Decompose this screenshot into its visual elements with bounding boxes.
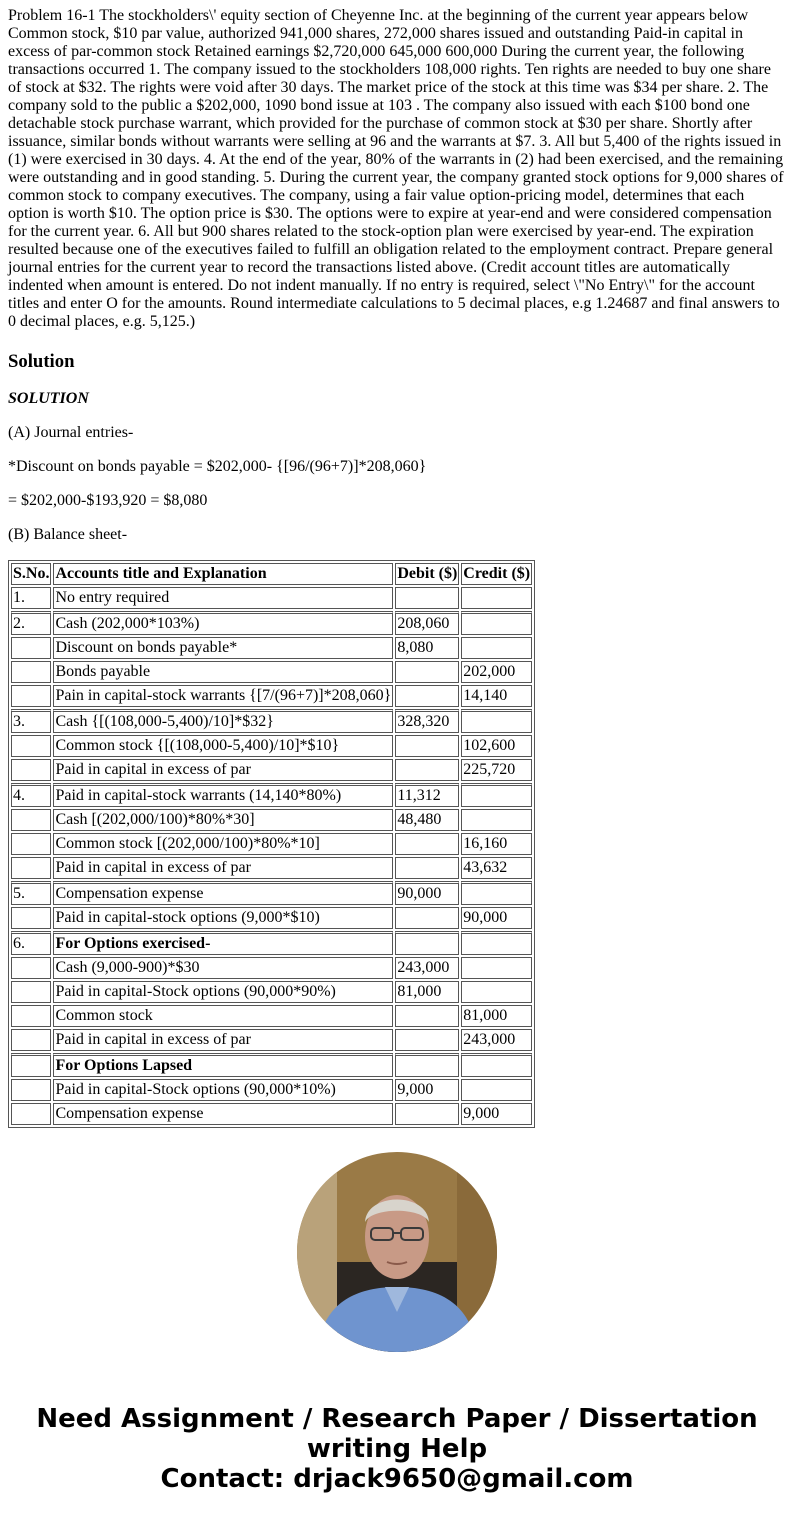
- row-credit: 202,000: [461, 661, 532, 683]
- row-debit: [395, 907, 459, 929]
- row-sno: 5.: [11, 881, 51, 905]
- table-row: [11, 981, 532, 1003]
- row-debit: 90,000: [395, 881, 459, 905]
- row-account: Paid in capital-Stock options (90,000*10%): [53, 1079, 393, 1101]
- row-debit: [395, 661, 459, 683]
- table-row: [11, 881, 532, 905]
- row-credit: 243,000: [461, 1029, 532, 1051]
- table-row: [11, 1103, 532, 1125]
- discount-calculation-line1: *Discount on bonds payable = $202,000- {[96/(96+7)]*208,060}: [8, 458, 427, 475]
- row-account: Paid in capital in excess of par: [53, 1029, 393, 1051]
- row-credit: 9,000: [461, 1103, 532, 1125]
- row-sno: [11, 1029, 51, 1051]
- row-debit: [395, 759, 459, 781]
- banner-line1: Need Assignment / Research Paper / Dissertation: [36, 1404, 758, 1434]
- table-row: [11, 1029, 532, 1051]
- row-credit: [461, 981, 532, 1003]
- row-debit: 243,000: [395, 957, 459, 979]
- row-sno: [11, 735, 51, 757]
- table-row: [11, 907, 532, 929]
- row-sno: 6.: [11, 931, 51, 955]
- row-account: Paid in capital-Stock options (90,000*90%): [53, 981, 393, 1003]
- part-a-label: (A) Journal entries-: [8, 424, 134, 441]
- row-credit: [461, 783, 532, 807]
- row-account: Cash {[(108,000-5,400)/10]*$32}: [53, 709, 393, 733]
- row-account: Bonds payable: [53, 661, 393, 683]
- table-row: [11, 735, 532, 757]
- row-sno: 1.: [11, 587, 51, 609]
- table-row: [11, 857, 532, 879]
- row-sno: [11, 759, 51, 781]
- table-row: [11, 587, 532, 609]
- journal-entries-table: [8, 560, 535, 1128]
- row-account: Paid in capital-stock warrants (14,140*80%): [53, 783, 393, 807]
- row-credit: 14,140: [461, 685, 532, 707]
- row-credit: 102,600: [461, 735, 532, 757]
- row-account: Common stock: [53, 1005, 393, 1027]
- row-debit: [395, 1053, 459, 1077]
- row-credit: [461, 931, 532, 955]
- row-sno: 2.: [11, 611, 51, 635]
- row-account: Cash (9,000-900)*$30: [53, 957, 393, 979]
- row-sno: [11, 981, 51, 1003]
- author-photo: [297, 1152, 497, 1352]
- table-row: [11, 611, 532, 635]
- row-debit: [395, 685, 459, 707]
- table-row: [11, 709, 532, 733]
- row-sno: [11, 957, 51, 979]
- row-credit: 90,000: [461, 907, 532, 929]
- table-row: [11, 1079, 532, 1101]
- part-b-label: (B) Balance sheet-: [8, 526, 128, 543]
- header-account: Accounts title and Explanation: [53, 563, 393, 585]
- solution-label: SOLUTION: [8, 390, 89, 407]
- solution-heading: Solution: [8, 351, 75, 372]
- row-account: Common stock [(202,000/100)*80%*10]: [53, 833, 393, 855]
- row-credit: [461, 709, 532, 733]
- table-row: [11, 759, 532, 781]
- row-sno: [11, 685, 51, 707]
- row-debit: 11,312: [395, 783, 459, 807]
- row-debit: [395, 587, 459, 609]
- row-credit: [461, 587, 532, 609]
- row-credit: 43,632: [461, 857, 532, 879]
- row-credit: [461, 809, 532, 831]
- row-account: Paid in capital-stock options (9,000*$10): [53, 907, 393, 929]
- header-debit: Debit ($): [395, 563, 459, 585]
- row-sno: [11, 833, 51, 855]
- row-account: Cash (202,000*103%): [53, 611, 393, 635]
- row-debit: [395, 1103, 459, 1125]
- row-sno: 4.: [11, 783, 51, 807]
- row-sno: [11, 637, 51, 659]
- table-row: [11, 1005, 532, 1027]
- row-account: Compensation expense: [53, 1103, 393, 1125]
- banner-contact: Contact: drjack9650@gmail.com: [160, 1464, 634, 1494]
- row-account: No entry required: [53, 587, 393, 609]
- row-sno: [11, 661, 51, 683]
- row-account: Cash [(202,000/100)*80%*30]: [53, 809, 393, 831]
- row-debit: [395, 833, 459, 855]
- row-credit: [461, 957, 532, 979]
- table-row: [11, 957, 532, 979]
- table-row: [11, 833, 532, 855]
- row-sno: [11, 1005, 51, 1027]
- row-credit: 225,720: [461, 759, 532, 781]
- row-credit: 16,160: [461, 833, 532, 855]
- row-account: Discount on bonds payable*: [53, 637, 393, 659]
- row-account: Compensation expense: [53, 881, 393, 905]
- table-row: [11, 1053, 532, 1077]
- table-row: [11, 685, 532, 707]
- table-row: [11, 783, 532, 807]
- row-sno: [11, 907, 51, 929]
- contact-banner: [0, 1404, 794, 1494]
- header-credit: Credit ($): [461, 563, 532, 585]
- problem-statement: Problem 16-1 The stockholders\' equity section of Cheyenne Inc. at the beginning of the current year appears below Common stock, $10 par value, authorized 941,000 shares, 272,000 shares issued and outstanding Paid-in capital in excess of par-common stock Retained earnings $2,720,000 645,000 600,000 During the current year, the following transactions occurred 1. The company issued to the stockholders 108,000 rights. Ten rights are needed to buy one share of stock at $32. The rights were void after 30 days. The market price of the stock at this time was $34 per share. 2. The company sold to the public a $202,000, 1090 bond issue at 103 . The company also issued with each $100 bond one detachable stock purchase warrant, which provided for the purchase of common stock at $30 per share. Shortly after issuance, similar bonds without warrants were selling at 96 and the warrants at $7. 3. All but 5,400 of the rights issued in (1) were exercised in 30 days. 4. At the end of the year, 80% of the warrants in (2) had been exercised, and the remaining were outstanding and in good standing. 5. During the current year, the company granted stock options for 9,000 shares of common stock to company executives. The company, using a fair value option-pricing model, determines that each option is worth $10. The option price is $30. The options were to expire at year-end and were considered compensation for the current year. 6. All but 900 shares related to the stock-option plan were exercised by year-end. The expiration resulted because one of the executives failed to fulfill an obligation related to the employment contract. Prepare general journal entries for the current year to record the transactions listed above. (Credit account titles are automatically indented when amount is entered. Do not indent manually. If no entry is required, select \"No Entry\" for the account titles and enter O for the amounts. Round intermediate calculations to 5 decimal places, e.g 1.24687 and final answers to 0 decimal places, e.g. 5,125.): [8, 7, 784, 330]
- table-header-row: [11, 563, 532, 585]
- row-account: For Options exercised-: [53, 931, 393, 955]
- row-account: Paid in capital in excess of par: [53, 759, 393, 781]
- row-credit: [461, 637, 532, 659]
- row-debit: 208,060: [395, 611, 459, 635]
- row-debit: 48,480: [395, 809, 459, 831]
- row-account: For Options Lapsed: [53, 1053, 393, 1077]
- table-row: [11, 931, 532, 955]
- row-sno: [11, 809, 51, 831]
- row-debit: 9,000: [395, 1079, 459, 1101]
- table-body: [11, 587, 532, 1125]
- row-credit: [461, 881, 532, 905]
- row-sno: 3.: [11, 709, 51, 733]
- banner-line2: writing Help: [306, 1434, 488, 1464]
- row-debit: [395, 735, 459, 757]
- row-account: Common stock {[(108,000-5,400)/10]*$10}: [53, 735, 393, 757]
- row-debit: [395, 931, 459, 955]
- header-sno: S.No.: [11, 563, 51, 585]
- discount-calculation-line2: = $202,000-$193,920 = $8,080: [8, 492, 208, 509]
- row-sno: [11, 1079, 51, 1101]
- row-debit: 81,000: [395, 981, 459, 1003]
- row-debit: [395, 1005, 459, 1027]
- row-debit: 8,080: [395, 637, 459, 659]
- row-credit: [461, 1079, 532, 1101]
- row-account: Pain in capital-stock warrants {[7/(96+7)]*208,060}: [53, 685, 393, 707]
- row-credit: [461, 1053, 532, 1077]
- row-account: Paid in capital in excess of par: [53, 857, 393, 879]
- row-credit: 81,000: [461, 1005, 532, 1027]
- row-sno: [11, 1053, 51, 1077]
- row-credit: [461, 611, 532, 635]
- table-row: [11, 809, 532, 831]
- table-row: [11, 637, 532, 659]
- row-debit: [395, 1029, 459, 1051]
- row-sno: [11, 857, 51, 879]
- row-debit: 328,320: [395, 709, 459, 733]
- table-row: [11, 661, 532, 683]
- row-debit: [395, 857, 459, 879]
- row-sno: [11, 1103, 51, 1125]
- person-photo-icon: [297, 1152, 497, 1352]
